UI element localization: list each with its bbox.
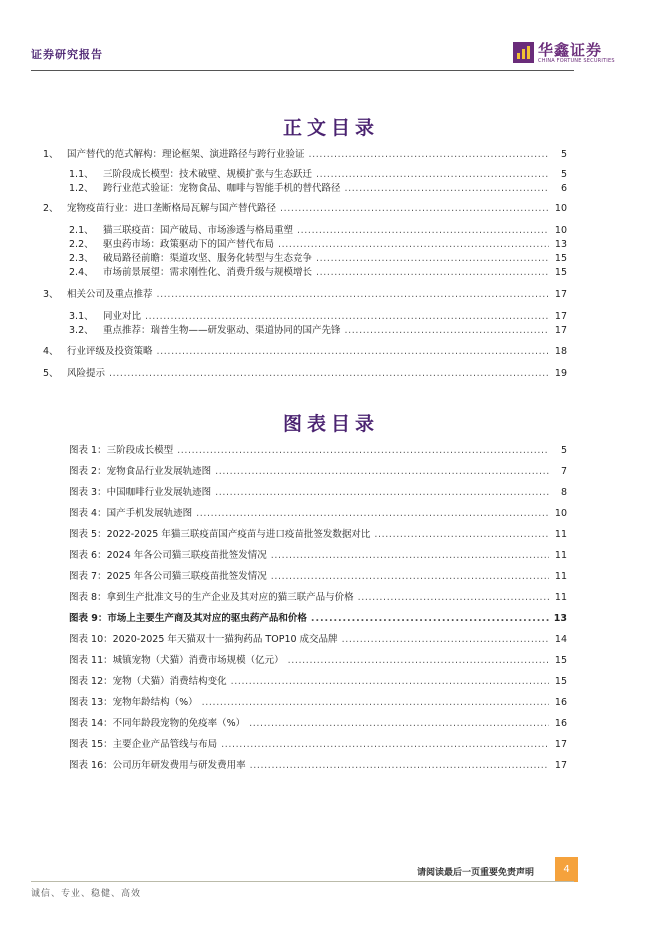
figure-item-text: 图表 3：中国咖啡行业发展轨迹图: [69, 487, 212, 498]
figure-item-page: 14: [554, 634, 567, 645]
figure-item-text: 图表 1：三阶段成长模型: [69, 445, 174, 456]
figure-item-page: 11: [554, 529, 567, 540]
leader-dots: [278, 238, 549, 251]
toc-item[interactable]: [43, 202, 567, 215]
toc-item-text: 驱虫药市场：政策驱动下的国产替代布局: [103, 239, 275, 250]
figure-item-page: 17: [554, 760, 567, 771]
leader-dots: [177, 444, 549, 457]
toc-item-page: 10: [554, 203, 567, 214]
figure-item[interactable]: [69, 738, 567, 751]
toc-item-page: 17: [554, 289, 567, 300]
toc-item-number: 2.4、: [69, 267, 94, 278]
leader-dots: [215, 465, 549, 478]
leader-dots: [221, 738, 549, 751]
figure-item[interactable]: [69, 717, 567, 730]
figure-item[interactable]: [69, 528, 567, 541]
figure-item-text: 图表 11：城镇宠物（犬猫）消费市场规模（亿元）: [69, 655, 284, 666]
figure-item[interactable]: [69, 549, 567, 562]
toc-item[interactable]: [43, 367, 567, 380]
figure-item-page: 13: [553, 613, 567, 624]
toc-item[interactable]: [69, 238, 567, 251]
logo-name: 华鑫证券: [538, 41, 603, 59]
figure-item-page: 8: [560, 487, 567, 498]
leader-dots: [271, 570, 549, 583]
figure-item-text: 图表 9：市场上主要生产商及其对应的驱虫药产品和价格: [69, 613, 307, 624]
toc-item-text: 风险提示: [67, 368, 106, 379]
leader-dots: [342, 633, 549, 646]
toc-item[interactable]: [69, 168, 567, 181]
figure-item-text: 图表 12：宠物（犬猫）消费结构变化: [69, 676, 227, 687]
toc-item-page: 13: [554, 239, 567, 250]
company-motto: 诚信、专业、稳健、高效: [31, 889, 142, 899]
figure-item[interactable]: [69, 633, 567, 646]
toc-item-page: 15: [554, 267, 567, 278]
toc-item[interactable]: [69, 310, 567, 323]
toc-item-text: 猫三联疫苗：国产破局、市场渗透与格局重塑: [103, 225, 294, 236]
figure-item-highlighted[interactable]: [69, 612, 567, 625]
figure-item-page: 16: [554, 718, 567, 729]
toc-item-text: 宠物疫苗行业：进口垄断格局瓦解与国产替代路径: [67, 203, 277, 214]
toc-item[interactable]: [43, 148, 567, 161]
toc-item-number: 1.2、: [69, 183, 94, 194]
leader-dots: [215, 486, 549, 499]
toc-item-page: 17: [554, 325, 567, 336]
leader-dots: [358, 591, 549, 604]
figure-item-page: 15: [554, 676, 567, 687]
toc-item-text: 重点推荐：瑞普生物——研发驱动、渠道协同的国产先锋: [103, 325, 341, 336]
figure-item-text: 图表 2：宠物食品行业发展轨迹图: [69, 466, 212, 477]
toc-item-text: 破局路径前瞻：渠道攻坚、服务化转型与生态竞争: [103, 253, 313, 264]
figure-item-text: 图表 16：公司历年研发费用与研发费用率: [69, 760, 246, 771]
figure-item-text: 图表 8：拿到生产批准文号的生产企业及其对应的猫三联产品与价格: [69, 592, 354, 603]
toc-item-page: 5: [560, 149, 567, 160]
leader-dots: [316, 252, 549, 265]
figure-item-page: 7: [560, 466, 567, 477]
toc-item-number: 2.1、: [69, 225, 94, 236]
figure-item-page: 17: [554, 739, 567, 750]
figure-item[interactable]: [69, 759, 567, 772]
logo-subtitle: CHINA FORTUNE SECURITIES: [538, 58, 615, 64]
leader-dots: [249, 717, 549, 730]
leader-dots: [280, 202, 549, 215]
contents-title: 正文目录: [282, 117, 379, 139]
leader-dots: [271, 549, 549, 562]
figure-item[interactable]: [69, 675, 567, 688]
toc-item[interactable]: [69, 324, 567, 337]
toc-item[interactable]: [43, 288, 567, 301]
figure-item-text: 图表 5：2022-2025 年猫三联疫苗国产疫苗与进口疫苗批签发数据对比: [69, 529, 371, 540]
leader-dots: [250, 759, 549, 772]
toc-item-page: 5: [560, 169, 567, 180]
leader-dots: [316, 266, 549, 279]
figure-item-text: 图表 14：不同年龄段宠物的免疫率（%）: [69, 718, 246, 729]
leader-dots: [309, 148, 549, 161]
toc-item-page: 10: [554, 225, 567, 236]
toc-item-text: 跨行业范式验证：宠物食品、咖啡与智能手机的替代路径: [103, 183, 341, 194]
toc-item-text: 相关公司及重点推荐: [67, 289, 153, 300]
leader-dots: [288, 654, 549, 667]
toc-item[interactable]: [69, 252, 567, 265]
figure-item[interactable]: [69, 444, 567, 457]
leader-dots: [316, 168, 549, 181]
figure-item[interactable]: [69, 654, 567, 667]
leader-dots: [345, 182, 549, 195]
toc-item-page: 18: [554, 346, 567, 357]
figure-item-text: 图表 6：2024 年各公司猫三联疫苗批签发情况: [69, 550, 267, 561]
toc-item-text: 同业对比: [103, 311, 142, 322]
logo-mark-icon: [513, 42, 534, 63]
toc-item-text: 市场前景展望：需求刚性化、消费升级与规模增长: [103, 267, 313, 278]
figure-item-page: 16: [554, 697, 567, 708]
toc-item-number: 5、: [43, 368, 59, 379]
figure-item-page: 11: [554, 550, 567, 561]
toc-item-number: 2.3、: [69, 253, 94, 264]
leader-dots: [345, 324, 549, 337]
toc-item[interactable]: [69, 224, 567, 237]
leader-dots: [231, 675, 549, 688]
toc-item[interactable]: [69, 266, 567, 279]
figure-item[interactable]: [69, 696, 567, 709]
toc-item-page: 17: [554, 311, 567, 322]
figure-item-text: 图表 15：主要企业产品管线与布局: [69, 739, 218, 750]
leader-dots: [109, 367, 549, 380]
toc-item-text: 国产替代的范式解构：理论框架、演进路径与跨行业验证: [67, 149, 305, 160]
figure-item-page: 5: [560, 445, 567, 456]
leader-dots: [157, 345, 549, 358]
toc-item-text: 行业评级及投资策略: [67, 346, 153, 357]
leader-dots: [374, 528, 549, 541]
figure-item-text: 图表 13：宠物年龄结构（%）: [69, 697, 198, 708]
figure-item[interactable]: [69, 591, 567, 604]
figure-item-text: 图表 10：2020-2025 年天猫双十一猫狗药品 TOP10 成交品牌: [69, 634, 338, 645]
leader-dots: [202, 696, 549, 709]
figure-item-page: 11: [554, 571, 567, 582]
leader-dots: [196, 507, 549, 520]
leader-dots: [157, 288, 549, 301]
toc-item-number: 1.1、: [69, 169, 94, 180]
toc-item-page: 15: [554, 253, 567, 264]
toc-item-number: 2、: [43, 203, 59, 214]
disclaimer-notice: 请阅读最后一页重要免责声明: [417, 868, 535, 878]
leader-dots: [145, 310, 549, 323]
toc-item-page: 6: [560, 183, 567, 194]
leader-dots: [311, 612, 549, 625]
figure-item-page: 11: [554, 592, 567, 603]
toc-item-number: 1、: [43, 149, 59, 160]
leader-dots: [297, 224, 549, 237]
toc-item-number: 2.2、: [69, 239, 94, 250]
figures-title: 图表目录: [282, 413, 379, 435]
figure-item-text: 图表 4：国产手机发展轨迹图: [69, 508, 193, 519]
footer-divider: [31, 881, 574, 882]
toc-item-text: 三阶段成长模型：技术破壁、规模扩张与生态跃迁: [103, 169, 313, 180]
figure-item-text: 图表 7：2025 年各公司猫三联疫苗批签发情况: [69, 571, 267, 582]
page-number: 4: [555, 857, 578, 882]
company-logo: [513, 39, 615, 67]
toc-item-number: 3.2、: [69, 325, 94, 336]
figure-item[interactable]: [69, 570, 567, 583]
toc-item-page: 19: [554, 368, 567, 379]
report-type-label: 证券研究报告: [31, 48, 103, 61]
toc-item[interactable]: [43, 345, 567, 358]
toc-item-number: 3、: [43, 289, 59, 300]
figure-item[interactable]: [69, 465, 567, 478]
figure-item-page: 10: [554, 508, 567, 519]
toc-item[interactable]: [69, 182, 567, 195]
figure-item[interactable]: [69, 507, 567, 520]
figure-item-page: 15: [554, 655, 567, 666]
header-divider: [31, 70, 574, 71]
figure-item[interactable]: [69, 486, 567, 499]
toc-item-number: 3.1、: [69, 311, 94, 322]
toc-item-number: 4、: [43, 346, 59, 357]
